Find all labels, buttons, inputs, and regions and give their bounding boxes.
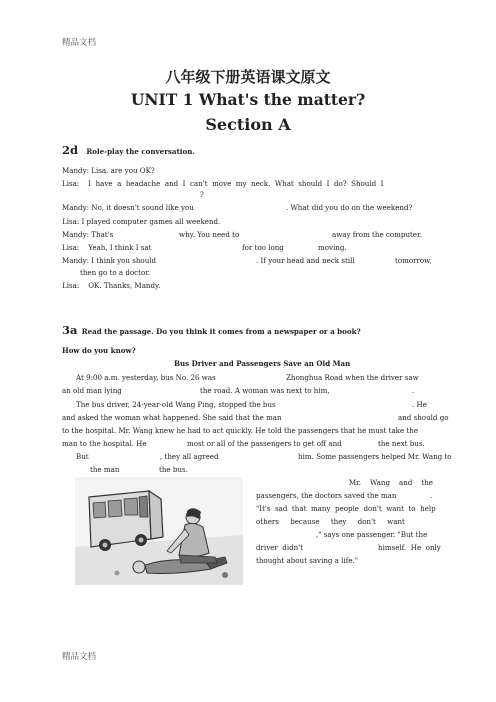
exercise-question: How do you know? (62, 346, 136, 355)
article-text: , they all agreed (160, 452, 219, 461)
exercise-instruction: Role-play the conversation. (86, 147, 195, 156)
dialogue-line: away from the computer. (332, 230, 422, 239)
article-text: the next bus. (378, 439, 425, 448)
dialogue-line: tomorrow, (395, 256, 432, 265)
article-text: Mr. Wang and the (348, 478, 433, 487)
dialogue-line: Lisa: I played computer games all weekend. (62, 217, 221, 226)
article-text: The bus driver, 24-year-old Wang Ping, stopped the bus (76, 400, 276, 409)
section-title: Section A (205, 115, 291, 134)
article-text: an old man lying (62, 386, 122, 395)
dialogue-line: Mandy: No, it doesn't sound like you (62, 203, 194, 212)
dialogue-line: Mandy: Lisa, are you OK? (62, 166, 155, 175)
article-text: "It's sad that many people don't want to help (256, 504, 436, 513)
dialogue-line: then go to a doctor. (80, 268, 151, 277)
article-headline: Bus Driver and Passengers Save an Old Man (174, 359, 351, 368)
article-text: the road. A woman was next to him, (200, 386, 330, 395)
article-text: thought about saving a life." (256, 556, 359, 565)
exercise-instruction: Read the passage. Do you think it comes from a newspaper or a book? (81, 327, 361, 336)
exercise-3a-heading (62, 325, 361, 337)
article-text: to the hospital. Mr. Wang knew he had to act quickly. He told the passengers that he must take the (62, 426, 419, 435)
dialogue-line: why. You need to (179, 230, 240, 239)
article-text: and asked the woman what happened. She said that the man (62, 413, 282, 422)
page-title: 八年级下册英语课文原文 (165, 68, 331, 86)
unit-title: UNIT 1 What's the matter? (130, 90, 366, 109)
article-text: passengers, the doctors saved the man (256, 491, 397, 500)
dialogue-line: Mandy: That's (62, 230, 114, 239)
dialogue-line: ? (200, 190, 204, 199)
dialogue-line: Lisa: OK. Thanks, Mandy. (62, 281, 161, 290)
dialogue-line: . What did you do on the weekend? (286, 203, 413, 212)
article-text: driver didn't (256, 543, 304, 552)
article-text: . He (412, 400, 427, 409)
footer-watermark: 精品文档 (62, 652, 97, 662)
article-text: ," says one passenger. "But the (316, 530, 428, 539)
article-text: most or all of the passengers to get off and (187, 439, 342, 448)
article-text: man to the hospital. He (62, 439, 147, 448)
article-text: . (412, 386, 415, 395)
article-text: and should go (398, 413, 449, 422)
article-text: At 9:00 a.m. yesterday, bus No. 26 was (76, 373, 216, 382)
article-text: others because they don't want (256, 517, 405, 526)
article-text: the man (90, 465, 120, 474)
dialogue-line: for too long (242, 243, 284, 252)
article-text: him. Some passengers helped Mr. Wang to (298, 452, 452, 461)
exercise-2d-heading (62, 145, 195, 157)
article-text: the bus. (159, 465, 188, 474)
dialogue-line: moving. (318, 243, 347, 252)
article-text: Zhonghua Road when the driver saw (286, 373, 419, 382)
dialogue-line: . If your head and neck still (256, 256, 355, 265)
exercise-label: 3a (62, 323, 78, 337)
article-text: himself. He only (378, 543, 441, 552)
header-watermark: 精品文档 (62, 38, 97, 48)
dialogue-line: Mandy: I think you should (62, 256, 157, 265)
dialogue-line: Lisa: Yeah, I think I sat (62, 243, 152, 252)
article-text: . (430, 491, 433, 500)
article-text: But (76, 452, 89, 461)
dialogue-line: Lisa: I have a headache and I can't move my neck. What should I do? Should I (62, 179, 384, 188)
exercise-label: 2d (62, 143, 79, 157)
bus-accident-illustration (75, 477, 243, 585)
